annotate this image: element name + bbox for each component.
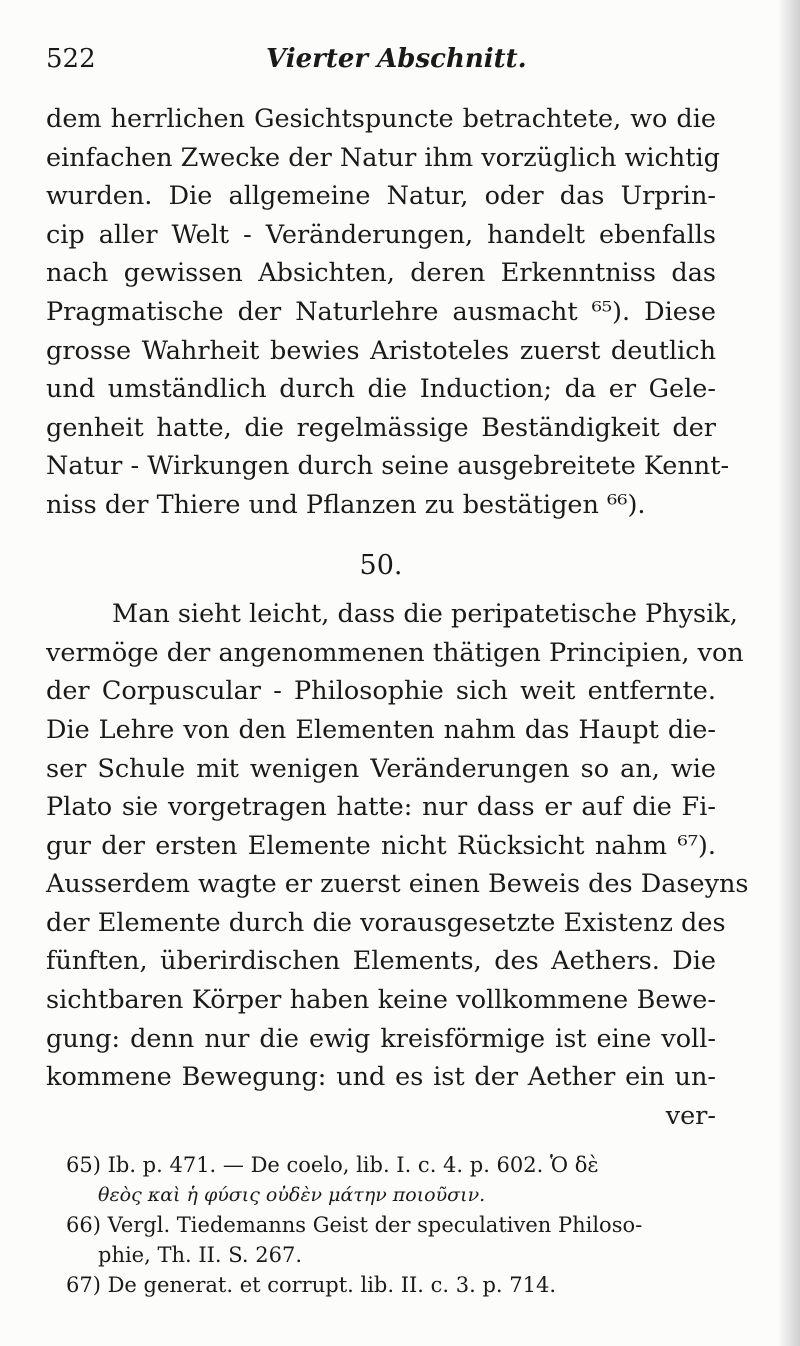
text-line: genheit hatte, die regelmässige Beständigkeit der: [46, 412, 716, 443]
text-line: Die Lehre von den Elementen nahm das Haupt die-: [46, 714, 716, 745]
text-line: gung: denn nur die ewig kreisförmige ist eine voll-: [46, 1023, 716, 1054]
paragraph-1: [46, 100, 730, 525]
text-line: der Elemente durch die vorausgesetzte Existenz des: [46, 907, 726, 938]
paragraph-2: [46, 595, 749, 1097]
footnote-65-greek: θεὸς καὶ ἡ φύσις οὐδὲν μάτην ποιοῦσιν.: [98, 1184, 486, 1206]
footnote-66-cont: phie, Th. II. S. 267.: [98, 1243, 303, 1267]
text-line: gur der ersten Elemente nicht Rücksicht nahm ⁶⁷).: [46, 830, 716, 861]
text-line-last: niss der Thiere und Pflanzen zu bestätigen ⁶⁶).: [46, 489, 646, 520]
text-line: einfachen Zwecke der Natur ihm vorzüglich wichtig: [46, 142, 720, 173]
text-line: wurden. Die allgemeine Natur, oder das Urprin-: [46, 181, 716, 212]
text-line: grosse Wahrheit bewies Aristoteles zuerst deutlich: [46, 335, 716, 366]
footnote-67: 67) De generat. et corrupt. lib. II. c. 3. p. 714.: [66, 1273, 557, 1297]
page-header: [46, 44, 746, 84]
body-text: [46, 100, 749, 1135]
text-line: Ausserdem wagte er zuerst einen Beweis des Daseyns: [46, 869, 749, 900]
text-line: kommene Bewegung: und es ist der Aether ein un-: [46, 1062, 716, 1093]
text-line: Plato sie vorgetragen hatte: nur dass er auf die Fi-: [46, 792, 716, 823]
page-number: 522: [46, 44, 96, 74]
text-line-indented: Man sieht leicht, dass die peripatetische Physik,: [112, 599, 738, 630]
footnotes: [66, 1150, 716, 1300]
footnote-66: 66) Vergl. Tiedemanns Geist der speculativen Philoso-: [66, 1213, 643, 1237]
text-line: und umständlich durch die Induction; da er Gele-: [46, 374, 716, 405]
text-line: der Corpuscular - Philosophie sich weit entfernte.: [46, 676, 716, 707]
footnote-65: 65) Ib. p. 471. — De coelo, lib. I. c. 4. p. 602. Ὁ δὲ: [66, 1153, 599, 1177]
text-line: nach gewissen Absichten, deren Erkenntniss das: [46, 258, 716, 289]
text-line: vermöge der angenommenen thätigen Principien, von: [46, 637, 744, 668]
catchword: ver-: [665, 1100, 716, 1131]
text-line: Pragmatische der Naturlehre ausmacht ⁶⁵). Diese: [46, 296, 716, 327]
text-line: ser Schule mit wenigen Veränderungen so an, wie: [46, 753, 716, 784]
page-edge-shadow: [778, 0, 800, 1346]
text-line: Natur - Wirkungen durch seine ausgebreitete Kennt-: [46, 451, 730, 482]
text-line: fünften, überirdischen Elements, des Aethers. Die: [46, 946, 716, 977]
text-line: dem herrlichen Gesichtspuncte betrachtete, wo die: [46, 104, 716, 134]
text-line: cip aller Welt - Veränderungen, handelt ebenfalls: [46, 219, 716, 250]
running-title: Vierter Abschnitt.: [266, 44, 527, 74]
text-line: sichtbaren Körper haben keine vollkommene Bewe-: [46, 985, 716, 1016]
section-number: 50.: [359, 549, 403, 581]
